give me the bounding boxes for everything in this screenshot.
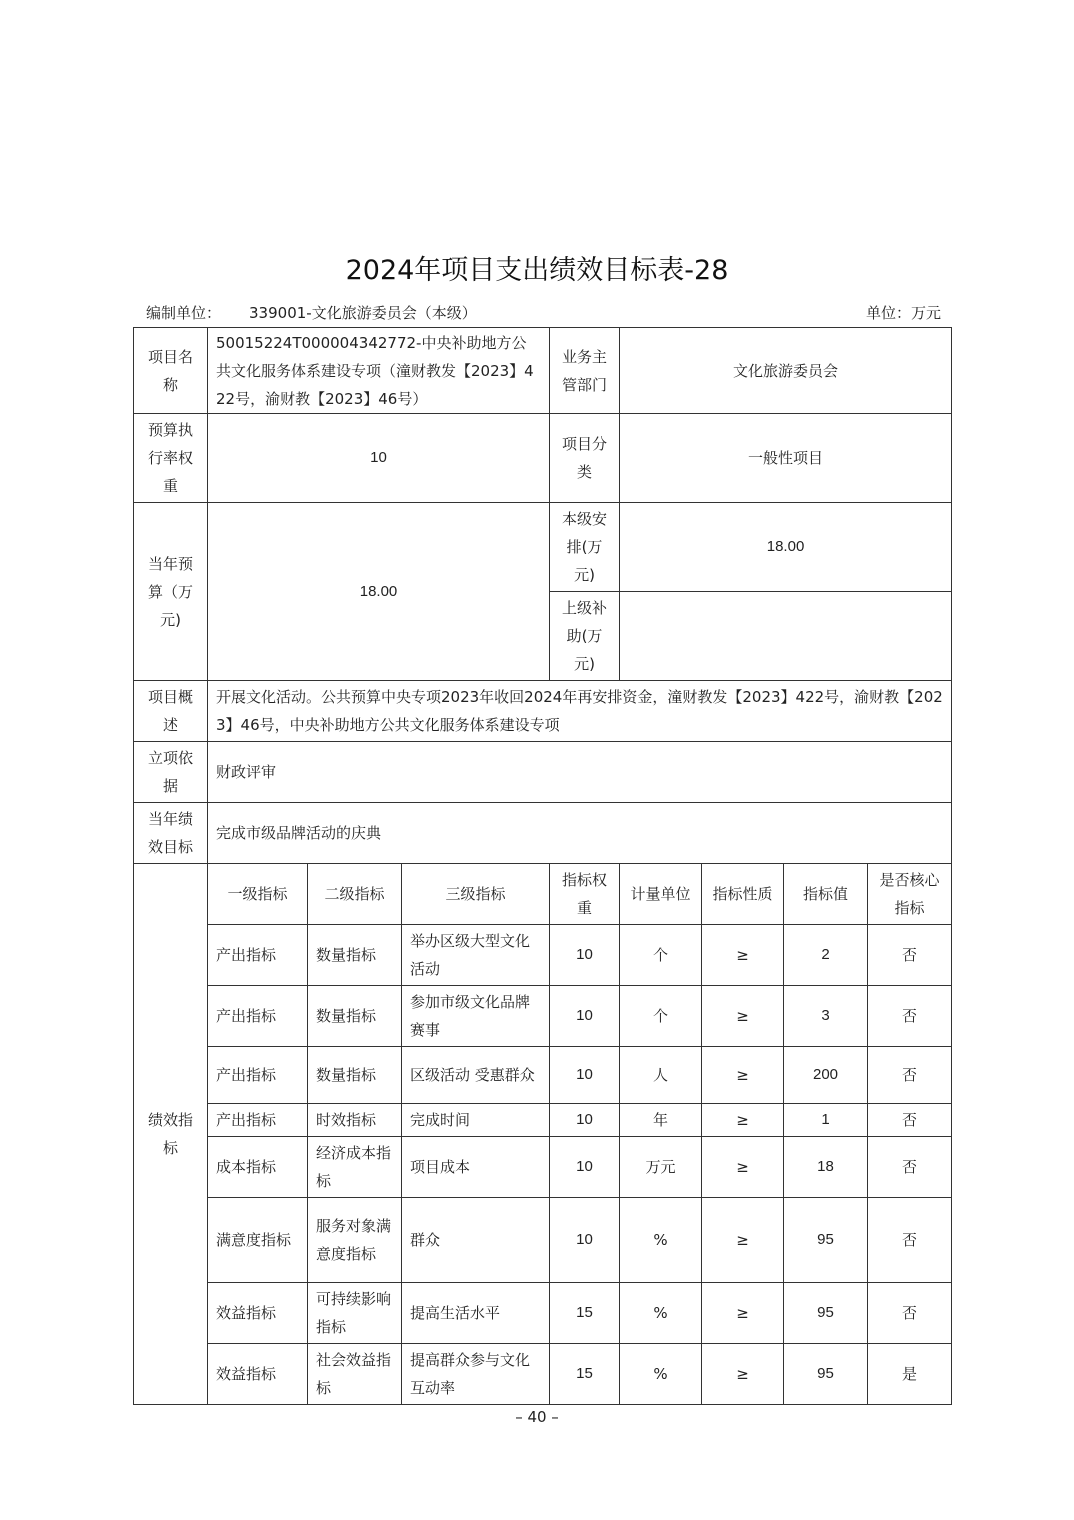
level3-cell: 提高生活水平: [402, 1283, 550, 1344]
upper-value: [620, 592, 952, 681]
org-label: 编制单位：: [146, 304, 222, 322]
weight-cell: 10: [550, 986, 620, 1047]
level1-cell: 产出指标: [208, 1104, 308, 1137]
value-cell: 200: [784, 1047, 868, 1104]
table-row: [134, 986, 952, 1047]
level3-cell: 完成时间: [402, 1104, 550, 1137]
weight-cell: 15: [550, 1344, 620, 1405]
level1-cell: 效益指标: [208, 1283, 308, 1344]
level1-cell: 满意度指标: [208, 1198, 308, 1283]
level2-cell: 时效指标: [308, 1104, 402, 1137]
table-row: [134, 1137, 952, 1198]
nature-cell: ≥: [702, 1283, 784, 1344]
nature-cell: ≥: [702, 925, 784, 986]
category-value: 一般性项目: [620, 414, 952, 503]
unit-cell: %: [620, 1344, 702, 1405]
header-weight: 指标权重: [550, 864, 620, 925]
weight-cell: 10: [550, 925, 620, 986]
header-unit: 计量单位: [620, 864, 702, 925]
budget-value: 18.00: [208, 503, 550, 681]
basis-value: 财政评审: [208, 742, 952, 803]
header-level1: 一级指标: [208, 864, 308, 925]
header-value: 指标值: [784, 864, 868, 925]
level2-cell: 经济成本指标: [308, 1137, 402, 1198]
value-cell: 1: [784, 1104, 868, 1137]
value-cell: 18: [784, 1137, 868, 1198]
org-line: [146, 302, 477, 324]
header-core: 是否核心指标: [868, 864, 952, 925]
upper-label: 上级补助(万元): [550, 592, 620, 681]
core-cell: 否: [868, 986, 952, 1047]
org-value: 339001-文化旅游委员会（本级）: [249, 304, 477, 322]
indicators-section-label: 绩效指标: [134, 864, 208, 1405]
dept-value: 文化旅游委员会: [620, 328, 952, 414]
table-row: [134, 1047, 952, 1104]
core-cell: 否: [868, 1283, 952, 1344]
table-row: [134, 1283, 952, 1344]
level2-cell: 可持续影响指标: [308, 1283, 402, 1344]
unit-cell: 个: [620, 925, 702, 986]
table-row: [134, 1104, 952, 1137]
performance-table: [133, 327, 952, 1405]
nature-cell: ≥: [702, 986, 784, 1047]
table-row: [134, 1198, 952, 1283]
level2-cell: 服务对象满意度指标: [308, 1198, 402, 1283]
weight-cell: 10: [550, 1047, 620, 1104]
unit-cell: 个: [620, 986, 702, 1047]
weight-cell: 10: [550, 1104, 620, 1137]
unit-cell: 年: [620, 1104, 702, 1137]
value-cell: 95: [784, 1283, 868, 1344]
level3-cell: 群众: [402, 1198, 550, 1283]
nature-cell: ≥: [702, 1198, 784, 1283]
table-row: [134, 1344, 952, 1405]
unit-cell: 人: [620, 1047, 702, 1104]
core-cell: 否: [868, 1137, 952, 1198]
local-label: 本级安排(万元): [550, 503, 620, 592]
nature-cell: ≥: [702, 1137, 784, 1198]
level3-cell: 区级活动 受惠群众: [402, 1047, 550, 1104]
budget-label: 当年预算（万元): [134, 503, 208, 681]
level2-cell: 数量指标: [308, 986, 402, 1047]
project-name-label: 项目名称: [134, 328, 208, 414]
basis-label: 立项依据: [134, 742, 208, 803]
nature-cell: ≥: [702, 1344, 784, 1405]
core-cell: 否: [868, 1047, 952, 1104]
core-cell: 是: [868, 1344, 952, 1405]
core-cell: 否: [868, 925, 952, 986]
level1-cell: 产出指标: [208, 986, 308, 1047]
level2-cell: 社会效益指标: [308, 1344, 402, 1405]
dept-label: 业务主管部门: [550, 328, 620, 414]
document-title: 2024年项目支出绩效目标表-28: [345, 255, 729, 286]
level1-cell: 产出指标: [208, 1047, 308, 1104]
value-cell: 3: [784, 986, 868, 1047]
level2-cell: 数量指标: [308, 1047, 402, 1104]
goal-value: 完成市级品牌活动的庆典: [208, 803, 952, 864]
value-cell: 95: [784, 1198, 868, 1283]
local-value: 18.00: [620, 503, 952, 592]
unit-cell: %: [620, 1283, 702, 1344]
nature-cell: ≥: [702, 1104, 784, 1137]
level1-cell: 产出指标: [208, 925, 308, 986]
summary-value: 开展文化活动。公共预算中央专项2023年收回2024年再安排资金，潼财教发【2023】422号，渝财教【2023】46号，中央补助地方公共文化服务体系建设专项: [208, 681, 952, 742]
level1-cell: 成本指标: [208, 1137, 308, 1198]
level3-cell: 项目成本: [402, 1137, 550, 1198]
level1-cell: 效益指标: [208, 1344, 308, 1405]
header-level2: 二级指标: [308, 864, 402, 925]
level2-cell: 数量指标: [308, 925, 402, 986]
table-row: [134, 925, 952, 986]
unit-cell: 万元: [620, 1137, 702, 1198]
unit-cell: %: [620, 1198, 702, 1283]
weight-cell: 10: [550, 1137, 620, 1198]
level3-cell: 举办区级大型文化活动: [402, 925, 550, 986]
core-cell: 否: [868, 1104, 952, 1137]
level3-cell: 提高群众参与文化互动率: [402, 1344, 550, 1405]
weight-value: 10: [208, 414, 550, 503]
header-nature: 指标性质: [702, 864, 784, 925]
unit-label: 单位：万元: [865, 304, 941, 322]
level3-cell: 参加市级文化品牌赛事: [402, 986, 550, 1047]
category-label: 项目分类: [550, 414, 620, 503]
core-cell: 否: [868, 1198, 952, 1283]
value-cell: 95: [784, 1344, 868, 1405]
page-number: – 40 –: [515, 1408, 559, 1426]
nature-cell: ≥: [702, 1047, 784, 1104]
weight-cell: 10: [550, 1198, 620, 1283]
goal-label: 当年绩效目标: [134, 803, 208, 864]
weight-label: 预算执行率权重: [134, 414, 208, 503]
project-name-value: 50015224T000004342772-中央补助地方公共文化服务体系建设专项（潼财教发【2023】422号，渝财教【2023】46号）: [208, 328, 550, 414]
value-cell: 2: [784, 925, 868, 986]
summary-label: 项目概述: [134, 681, 208, 742]
header-level3: 三级指标: [402, 864, 550, 925]
weight-cell: 15: [550, 1283, 620, 1344]
